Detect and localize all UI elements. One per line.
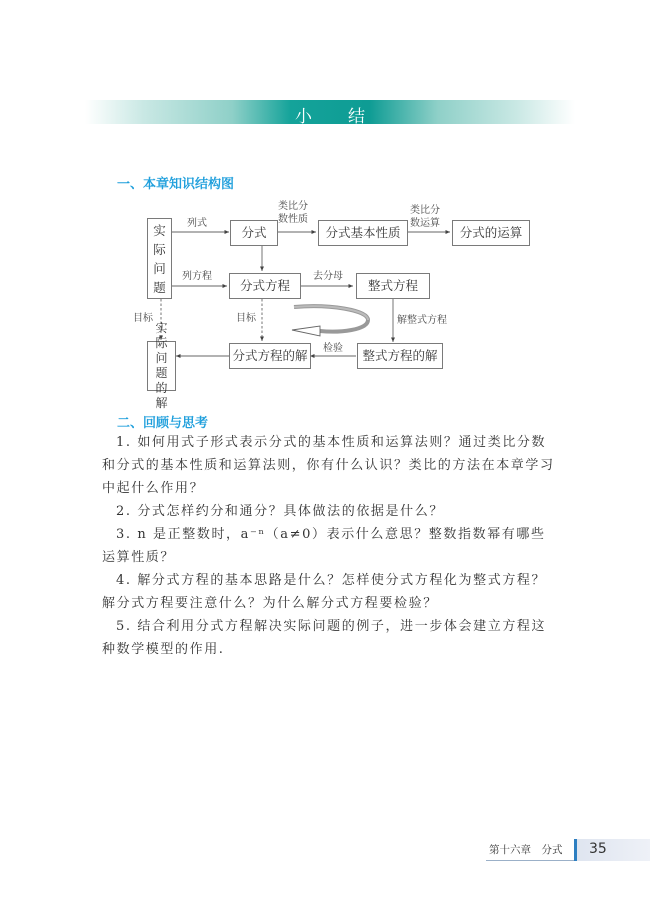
label-goal-left: 目标 — [133, 313, 153, 324]
label-write-equation: 列方程 — [182, 271, 212, 282]
node-integral-equation-solution: 整式方程的解 — [357, 343, 443, 369]
node-fractional-equation-solution: 分式方程的解 — [229, 343, 311, 369]
label-solve-integral-equation: 解整式方程 — [397, 315, 447, 326]
page-number: 35 — [589, 841, 607, 857]
node-practical-problem-solution: 实际问题的解 — [147, 341, 176, 391]
label-write-expression: 列式 — [187, 218, 207, 229]
banner-title: 小结 — [295, 107, 401, 127]
label-analogy-operation-line2: 数运算 — [410, 218, 440, 229]
node-integral-equation: 整式方程 — [356, 273, 430, 299]
label-goal-middle: 目标 — [236, 313, 256, 324]
footer-page-background — [577, 839, 650, 861]
node-fraction: 分式 — [230, 220, 278, 246]
label-analogy-operation-line1: 类比分 — [410, 205, 440, 216]
footer-accent-bar — [574, 839, 577, 861]
node-fractional-equation: 分式方程 — [229, 273, 301, 299]
curved-transform-arrow-icon — [292, 306, 368, 336]
node-practical-problem: 实际问题 — [147, 218, 172, 299]
section-heading-knowledge-structure: 一、本章知识结构图 — [117, 177, 235, 192]
label-analogy-property-line2: 数性质 — [278, 214, 308, 225]
question-5: 5. 结合利用分式方程解决实际问题的例子，进一步体会建立方程这种数学模型的作用. — [102, 619, 547, 657]
question-4: 4. 解分式方程的基本思路是什么？怎样使分式方程化为整式方程？解分式方程要注意什么？为什么解分式方程要检验？ — [102, 573, 547, 611]
node-fraction-operations: 分式的运算 — [452, 220, 530, 246]
question-2: 2. 分式怎样约分和通分？具体做法的依据是什么？ — [116, 504, 444, 519]
label-clear-denominator: 去分母 — [313, 271, 343, 282]
label-check: 检验 — [323, 343, 343, 354]
footer-underline — [486, 860, 576, 861]
section-heading-review: 二、回顾与思考 — [117, 416, 209, 431]
footer-chapter-title: 第十六章 分式 — [489, 844, 563, 856]
label-analogy-property-line1: 类比分 — [278, 201, 308, 212]
question-1: 1. 如何用式子形式表示分式的基本性质和运算法则？通过类比分数和分式的基本性质和运算法则，你有什么认识？类比的方法在本章学习中起什么作用？ — [102, 435, 555, 496]
question-3: 3. n 是正整数时，a⁻ⁿ（a≠0）表示什么意思？整数指数幂有哪些运算性质？ — [102, 527, 546, 565]
node-fraction-basic-property: 分式基本性质 — [318, 220, 408, 246]
